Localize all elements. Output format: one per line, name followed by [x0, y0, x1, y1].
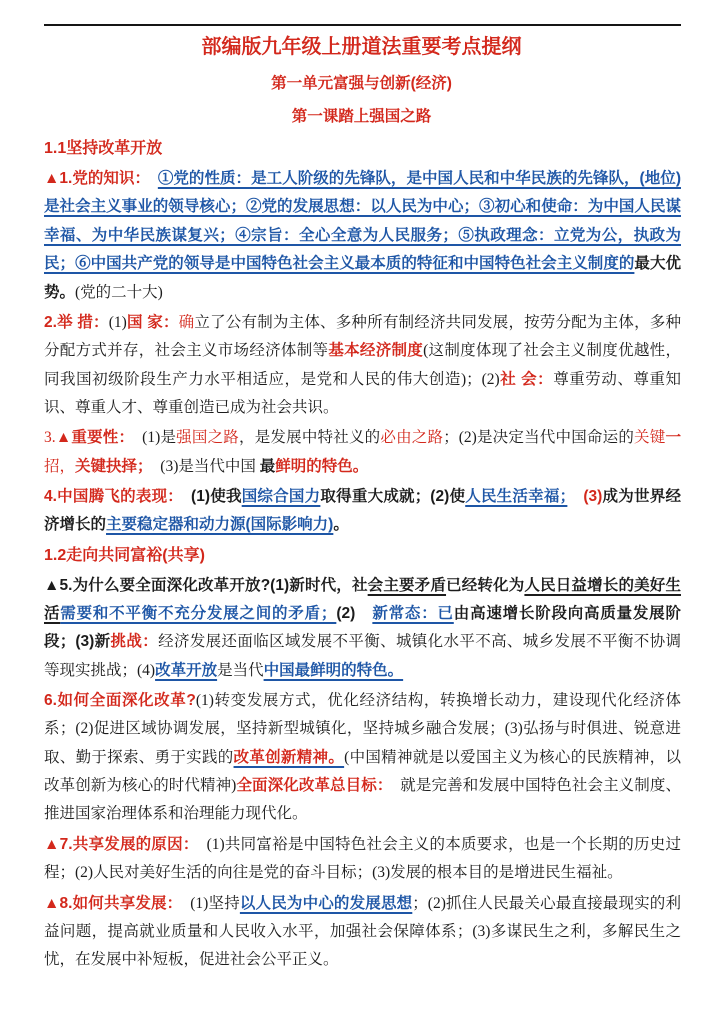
text-run: ；(2)是决定当代中国命运的: [443, 429, 635, 447]
text-run: 立了公有制为主体、多种所有制经济共同发展，按劳分配为主体，多种分配方式并存，社会主义市场经济体制等: [44, 313, 681, 360]
text-run: 新: [94, 633, 111, 651]
text-run: 社 会：: [499, 370, 554, 388]
text-run: (2): [336, 604, 373, 622]
text-run: 取得重大成就；(2)使: [320, 488, 466, 506]
text-run: 关键抉择；: [75, 457, 145, 475]
text-run: 必由之路: [380, 429, 444, 447]
text-run: 基本经济制度: [328, 342, 424, 360]
text-run: 4.中国腾飞的表现：: [44, 488, 176, 506]
text-run: 国综合国力: [241, 488, 321, 506]
text-run: 强国之路: [176, 429, 239, 447]
text-run: (1)共同富裕是中国特色社会主义的本质要求，也是一个长期的历史过程；(2)人民对美好生活的向往是党的奋斗目标；(3)发展的根本目的是增进民生福祉。: [44, 835, 681, 882]
text-run: (1)坚持: [174, 894, 240, 912]
text-run: 需要和不平衡不充分发展之间的矛盾；: [60, 604, 337, 622]
text-run: 国 家：: [126, 313, 179, 331]
text-run: 6.如何全面深化改革?: [44, 691, 196, 709]
text-run: 主要稳定器和动力源(国际影响力): [106, 516, 334, 534]
text-run: (1)使我: [175, 488, 242, 506]
text-run: ①党的性质：是工人阶级的先锋队，是中国人民和中华民族的先锋队，(地位)是社会主义事业的领导核心；②党的发展思想：以人民为中心；③初心和使命：为中国人民谋幸福、为中华民族谋复兴；④宗旨：全心全意为人民服务；⑤执政理念：立党为公，执政为民；⑥中国共产党的领导是中国特色社会主义最本质的特征和中国特色社会主义制度的: [44, 170, 681, 273]
paragraph: [44, 309, 681, 422]
paragraph: [44, 424, 681, 481]
text-run: 由高速增长阶段向高质量发展阶段；(3): [44, 604, 681, 651]
text-run: (3)是当代中国: [144, 457, 260, 475]
section-heading: 1.2走向共同富裕(共享): [44, 546, 205, 564]
text-run: 最: [259, 457, 276, 475]
text-run: 最大优势。: [44, 255, 681, 301]
text-run: ；(2)抓住人民最关心最直接最现实的利益问题，提高就业质量和人民收入水平，加强社会保障体系；(3)多谋民生之利，多解民生之忧，在发展中补短板，促进社会公平正义。: [44, 894, 681, 969]
text-run: (中国精神就是以爱国主义为核心的民族精神，以改革创新为核心的时代精神): [44, 748, 681, 795]
text-run: 会主要矛盾: [367, 576, 447, 594]
text-run: (1)是: [126, 429, 177, 447]
paragraph: [44, 687, 681, 829]
text-run: 招，: [44, 457, 76, 475]
text-run: 中国最鲜明的特色。: [263, 661, 404, 679]
text-run: (党的二十大): [75, 283, 163, 301]
paragraph: [44, 165, 681, 307]
text-run: (1): [108, 313, 127, 331]
text-run: 鲜明的特色。: [275, 457, 369, 475]
text-run: 新常态：已: [372, 604, 454, 622]
text-run: 以人民为中心的发展思想: [239, 894, 413, 912]
text-run: ▲8.如何共享发展：: [44, 894, 175, 912]
text-run: 经济发展还面临区域发展不平衡、城镇化水平不高、城乡发展不平衡不协调等现实挑战；(4): [44, 633, 681, 679]
section-heading: 1.1坚持改革开放: [44, 140, 163, 158]
text-run: 尊重劳动、尊重知识、尊重人才、尊重创造已成为社会共识。: [44, 370, 681, 416]
text-run: 成为世界经济增长的: [44, 488, 681, 534]
text-run: 。: [333, 516, 349, 534]
document-body: [0, 127, 723, 996]
text-run: ▲重要性：: [55, 429, 127, 447]
text-run: 全面深化改革总目标：: [236, 777, 385, 795]
text-run: 挑战：: [110, 633, 159, 651]
text-run: 改革创新精神。: [233, 748, 345, 766]
lesson-subtitle: 第一课踏上强国之路: [291, 108, 432, 126]
text-run: 人民生活幸福；: [465, 488, 568, 506]
text-run: 人民日益增长的美好生活: [44, 576, 681, 622]
unit-subtitle: 第一单元富强与创新(经济): [271, 75, 452, 92]
text-run: ▲7.共享发展的原因：: [44, 835, 191, 853]
text-run: (3): [567, 488, 603, 506]
text-run: (1)转变发展方式，优化经济结构，转换增长动力，建设现代化经济体系；(2)促进区域协调发展，坚持新型城镇化，坚持城乡融合发展；(3)弘扬与时俱进、锐意进取、勤于探索、勇于实践的: [44, 691, 681, 766]
page-title: 部编版九年级上册道法重要考点提纲: [201, 36, 522, 58]
top-rule: [44, 24, 681, 26]
paragraph: [44, 483, 681, 540]
paragraph: [44, 831, 681, 888]
text-run: 已经转化为: [446, 576, 525, 594]
text-run: ▲5.为什么要全面深化改革开放?(1)新时代，社: [44, 576, 368, 594]
paragraph: [44, 572, 681, 685]
text-run: 2.举 措：: [44, 313, 109, 331]
text-run: 3.: [44, 429, 56, 447]
text-run: 确: [178, 313, 195, 331]
text-run: 就是完善和发展中国特色社会主义制度、推进国家治理体系和治理能力现代化。: [44, 777, 681, 823]
paragraph: [44, 890, 681, 975]
text-run: 改革开放: [155, 661, 218, 679]
text-run: (这制度体现了社会主义制度优越性，同我国初级阶段生产力水平相适应，是党和人民的伟大创造)；(2): [44, 342, 681, 388]
text-run: 一: [665, 429, 681, 447]
text-run: 关键: [634, 429, 666, 447]
text-run: 是当代: [217, 661, 264, 679]
text-run: ，是发展中特社义的: [239, 429, 381, 447]
text-run: ▲1.党的知识：: [44, 170, 158, 188]
